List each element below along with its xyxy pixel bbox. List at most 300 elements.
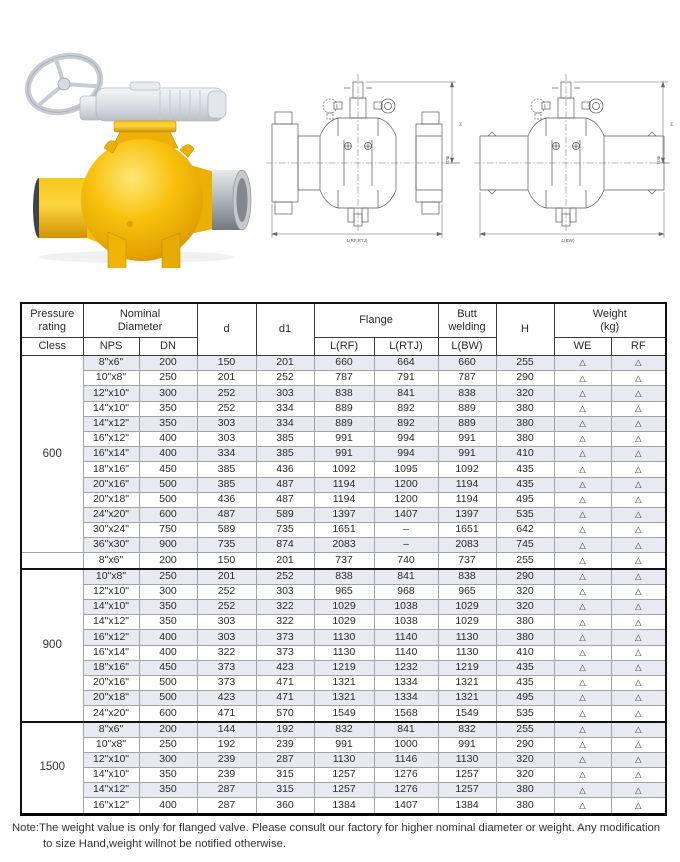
- header-d: d: [197, 303, 256, 356]
- header-d1: d1: [256, 303, 314, 356]
- footnote-line1: Note:The weight value is only for flanged valve. Please consult our factory for higher nominal diameter or weight. Any modification: [12, 822, 661, 834]
- spec-cell: 1092: [314, 462, 374, 477]
- spec-cell: 400: [139, 645, 197, 660]
- spec-cell: 334: [256, 416, 314, 431]
- spec-cell: 385: [256, 431, 314, 446]
- spec-cell: 290: [496, 371, 554, 386]
- weight-symbol-cell: △: [611, 431, 666, 446]
- weight-symbol-cell: △: [554, 507, 611, 522]
- weight-symbol-cell: △: [611, 416, 666, 431]
- header-butt-welding: Butt welding: [438, 303, 496, 338]
- spec-cell: 436: [197, 492, 256, 507]
- spec-cell: 400: [139, 431, 197, 446]
- spec-cell: 255: [496, 553, 554, 569]
- spec-cell: 450: [139, 462, 197, 477]
- spec-cell: 2083: [314, 538, 374, 553]
- spec-cell: 471: [197, 706, 256, 722]
- spec-cell: 380: [496, 615, 554, 630]
- spec-cell: 300: [139, 386, 197, 401]
- weight-symbol-cell: △: [611, 691, 666, 706]
- spec-cell: 1321: [314, 691, 374, 706]
- spec-cell: 450: [139, 660, 197, 675]
- table-row: [21, 401, 666, 416]
- spec-cell: 8"x6": [83, 722, 139, 738]
- weight-symbol-cell: △: [611, 768, 666, 783]
- spec-cell: 1130: [438, 630, 496, 645]
- spec-cell: 250: [139, 737, 197, 752]
- spec-cell: 334: [256, 401, 314, 416]
- spec-cell: 303: [197, 431, 256, 446]
- header-class: Cless: [21, 338, 83, 356]
- weight-symbol-cell: △: [554, 401, 611, 416]
- weight-symbol-cell: △: [611, 630, 666, 645]
- spec-cell: –: [374, 523, 438, 538]
- table-row: [21, 630, 666, 645]
- spec-cell: 200: [139, 356, 197, 371]
- spec-cell: 994: [374, 447, 438, 462]
- spec-cell: 1146: [374, 752, 438, 767]
- weight-symbol-cell: △: [554, 416, 611, 431]
- spec-cell: 350: [139, 401, 197, 416]
- spec-cell: 303: [197, 615, 256, 630]
- spec-cell: 889: [438, 401, 496, 416]
- spec-cell: 991: [314, 737, 374, 752]
- header-h: H: [496, 303, 554, 356]
- spec-cell: 991: [438, 431, 496, 446]
- spec-cell: 303: [197, 630, 256, 645]
- spec-cell: 495: [496, 691, 554, 706]
- spec-cell: 1130: [314, 752, 374, 767]
- valve-body: [33, 139, 251, 261]
- spec-cell: 252: [197, 401, 256, 416]
- spec-cell: 435: [496, 477, 554, 492]
- spec-cell: 832: [314, 722, 374, 738]
- spec-cell: 2083: [438, 538, 496, 553]
- spec-cell: 664: [374, 356, 438, 371]
- spec-cell: 16"x12": [83, 630, 139, 645]
- weight-symbol-cell: △: [611, 462, 666, 477]
- weight-symbol-cell: △: [554, 737, 611, 752]
- spec-cell: 423: [256, 660, 314, 675]
- spec-cell: 965: [438, 584, 496, 599]
- spec-cell: 350: [139, 600, 197, 615]
- footnote-line2: to size Hand,weight willnot be notified otherwise.: [43, 838, 287, 851]
- weight-symbol-cell: △: [554, 447, 611, 462]
- weight-symbol-cell: △: [611, 722, 666, 738]
- pressure-class-label: [21, 553, 83, 569]
- spec-cell: 150: [197, 553, 256, 569]
- spec-cell: 435: [496, 660, 554, 675]
- weight-symbol-cell: △: [554, 783, 611, 798]
- spec-cell: 600: [139, 507, 197, 522]
- spec-cell: 1130: [438, 645, 496, 660]
- weight-symbol-cell: △: [611, 447, 666, 462]
- weight-symbol-cell: △: [611, 752, 666, 767]
- spec-cell: 745: [496, 538, 554, 553]
- spec-cell: 192: [197, 737, 256, 752]
- weight-symbol-cell: △: [611, 492, 666, 507]
- spec-cell: 322: [197, 645, 256, 660]
- weight-symbol-cell: △: [554, 706, 611, 722]
- spec-cell: 841: [374, 569, 438, 585]
- weight-symbol-cell: △: [611, 783, 666, 798]
- spec-cell: 787: [438, 371, 496, 386]
- spec-cell: 1000: [374, 737, 438, 752]
- table-row: [21, 722, 666, 738]
- spec-cell: 838: [314, 569, 374, 585]
- spec-cell: 1334: [374, 675, 438, 690]
- spec-cell: 350: [139, 416, 197, 431]
- header-weight: Weight (kg): [554, 303, 666, 338]
- weight-symbol-cell: △: [611, 615, 666, 630]
- spec-cell: 239: [256, 737, 314, 752]
- spec-cell: 1038: [374, 600, 438, 615]
- table-row: [21, 553, 666, 569]
- spec-cell: 252: [256, 569, 314, 585]
- table-row: [21, 706, 666, 722]
- weight-symbol-cell: △: [611, 538, 666, 553]
- spec-cell: 589: [197, 523, 256, 538]
- spec-cell: 471: [256, 675, 314, 690]
- header-l-rf: L(RF): [314, 338, 374, 356]
- spec-cell: 385: [256, 447, 314, 462]
- spec-cell: 1384: [438, 798, 496, 814]
- welded-valve-drawing: [468, 62, 676, 254]
- spec-cell: 735: [197, 538, 256, 553]
- spec-cell: 838: [438, 569, 496, 585]
- weight-symbol-cell: △: [554, 538, 611, 553]
- weight-symbol-cell: △: [554, 523, 611, 538]
- header-pressure-rating: Pressure rating: [21, 303, 83, 338]
- spec-cell: 1029: [314, 615, 374, 630]
- spec-cell: 410: [496, 645, 554, 660]
- spec-cell: 350: [139, 768, 197, 783]
- spec-cell: 315: [256, 783, 314, 798]
- spec-cell: 320: [496, 768, 554, 783]
- spec-cell: 10"x8": [83, 737, 139, 752]
- spec-cell: 290: [496, 569, 554, 585]
- spec-cell: 487: [197, 507, 256, 522]
- table-row: [21, 416, 666, 431]
- gear-operator: [80, 82, 226, 121]
- spec-cell: 16"x12": [83, 431, 139, 446]
- spec-cell: 570: [256, 706, 314, 722]
- spec-cell: 1219: [314, 660, 374, 675]
- header-l-bw: L(BW): [438, 338, 496, 356]
- spec-cell: 373: [197, 660, 256, 675]
- spec-cell: 36"x30": [83, 538, 139, 553]
- spec-cell: 24"x20": [83, 706, 139, 722]
- spec-cell: 1194: [314, 492, 374, 507]
- spec-cell: 20"x18": [83, 492, 139, 507]
- spec-cell: 1200: [374, 477, 438, 492]
- weight-symbol-cell: △: [611, 386, 666, 401]
- spec-cell: 1257: [438, 768, 496, 783]
- spec-cell: 968: [374, 584, 438, 599]
- spec-cell: 380: [496, 630, 554, 645]
- spec-cell: 303: [256, 386, 314, 401]
- spec-cell: 300: [139, 584, 197, 599]
- spec-cell: 252: [256, 371, 314, 386]
- weight-symbol-cell: △: [611, 675, 666, 690]
- spec-cell: 1276: [374, 768, 438, 783]
- spec-cell: 889: [438, 416, 496, 431]
- weight-symbol-cell: △: [554, 660, 611, 675]
- spec-cell: 737: [314, 553, 374, 569]
- spec-cell: 350: [139, 615, 197, 630]
- spec-cell: 991: [314, 431, 374, 446]
- table-row: [21, 431, 666, 446]
- spec-cell: 1276: [374, 783, 438, 798]
- valve-photo: [12, 26, 260, 268]
- table-row: [21, 523, 666, 538]
- weight-symbol-cell: △: [611, 523, 666, 538]
- spec-cell: 192: [256, 722, 314, 738]
- spec-cell: 303: [256, 584, 314, 599]
- spec-cell: 435: [496, 462, 554, 477]
- spec-cell: 410: [496, 447, 554, 462]
- weight-symbol-cell: △: [554, 371, 611, 386]
- spec-cell: 1194: [314, 477, 374, 492]
- body-plug-icon: [127, 221, 133, 227]
- spec-cell: 255: [496, 722, 554, 738]
- table-row: [21, 356, 666, 371]
- spec-cell: 1334: [374, 691, 438, 706]
- spec-cell: 436: [256, 462, 314, 477]
- spec-cell: 1651: [438, 523, 496, 538]
- spec-cell: –: [374, 538, 438, 553]
- length-dimension-label: L(BW): [561, 238, 575, 243]
- spec-cell: 1321: [314, 675, 374, 690]
- spec-cell: 1257: [438, 783, 496, 798]
- spec-cell: 500: [139, 691, 197, 706]
- spec-cell: 735: [256, 523, 314, 538]
- height-dimension-label: H: [458, 122, 463, 126]
- header-flange: Flange: [314, 303, 438, 338]
- spec-cell: 1095: [374, 462, 438, 477]
- spec-cell: 320: [496, 600, 554, 615]
- spec-cell: 400: [139, 798, 197, 814]
- spec-cell: 500: [139, 492, 197, 507]
- spec-cell: 239: [197, 752, 256, 767]
- spec-cell: 1232: [374, 660, 438, 675]
- spec-cell: 252: [197, 584, 256, 599]
- spec-cell: 841: [374, 386, 438, 401]
- spec-cell: 750: [139, 523, 197, 538]
- spec-cell: 14"x10": [83, 768, 139, 783]
- spec-cell: 471: [256, 691, 314, 706]
- spec-cell: 320: [496, 386, 554, 401]
- table-row: [21, 477, 666, 492]
- spec-cell: 642: [496, 523, 554, 538]
- spec-cell: 322: [256, 600, 314, 615]
- spec-cell: 380: [496, 401, 554, 416]
- weight-symbol-cell: △: [611, 401, 666, 416]
- spec-cell: 1130: [314, 645, 374, 660]
- spec-cell: 201: [256, 356, 314, 371]
- spec-cell: 737: [438, 553, 496, 569]
- spec-cell: 360: [256, 798, 314, 814]
- spec-cell: 322: [256, 615, 314, 630]
- spec-cell: 373: [256, 630, 314, 645]
- weight-symbol-cell: △: [554, 600, 611, 615]
- spec-cell: 14"x12": [83, 416, 139, 431]
- spec-cell: 1029: [314, 600, 374, 615]
- table-row: [21, 538, 666, 553]
- spec-cell: 1130: [314, 630, 374, 645]
- spec-cell: 600: [139, 706, 197, 722]
- spec-cell: 900: [139, 538, 197, 553]
- spec-cell: 12"x10": [83, 584, 139, 599]
- spec-cell: 832: [438, 722, 496, 738]
- spec-cell: 250: [139, 569, 197, 585]
- spec-cell: 535: [496, 706, 554, 722]
- spec-cell: 290: [496, 737, 554, 752]
- spec-cell: 1549: [438, 706, 496, 722]
- header-l-rtj: L(RTJ): [374, 338, 438, 356]
- table-row: [21, 768, 666, 783]
- table-header: [21, 303, 666, 356]
- pressure-class-label: 900: [21, 569, 83, 722]
- spec-cell: 1029: [438, 600, 496, 615]
- header-rf: RF: [611, 338, 666, 356]
- bore-dimension-label: Φd1: [656, 155, 661, 165]
- spec-cell: 334: [197, 447, 256, 462]
- table-row: [21, 798, 666, 814]
- header-nominal-diameter: Nominal Diameter: [83, 303, 197, 338]
- spec-cell: 1200: [374, 492, 438, 507]
- spec-cell: 660: [314, 356, 374, 371]
- table-row: [21, 447, 666, 462]
- spec-cell: 1194: [438, 492, 496, 507]
- weight-symbol-cell: △: [611, 553, 666, 569]
- spec-cell: 841: [374, 722, 438, 738]
- spec-cell: 660: [438, 356, 496, 371]
- spec-cell: 487: [256, 477, 314, 492]
- length-dimension-label: L(RF,RTJ): [346, 238, 368, 243]
- spec-cell: 30"x24": [83, 523, 139, 538]
- spec-cell: 1257: [314, 783, 374, 798]
- spec-cell: 250: [139, 371, 197, 386]
- table-row: [21, 783, 666, 798]
- weight-symbol-cell: △: [554, 431, 611, 446]
- spec-cell: 1568: [374, 706, 438, 722]
- spec-cell: 255: [496, 356, 554, 371]
- spec-cell: 787: [314, 371, 374, 386]
- flanged-valve-drawing: [260, 62, 468, 254]
- spec-cell: 12"x10": [83, 386, 139, 401]
- spec-cell: 1397: [314, 507, 374, 522]
- weight-symbol-cell: △: [554, 752, 611, 767]
- weight-symbol-cell: △: [554, 798, 611, 814]
- spec-cell: 1140: [374, 630, 438, 645]
- spec-cell: 320: [496, 584, 554, 599]
- spec-cell: 791: [374, 371, 438, 386]
- spec-cell: 589: [256, 507, 314, 522]
- weight-symbol-cell: △: [611, 798, 666, 814]
- spec-cell: 373: [256, 645, 314, 660]
- spec-cell: 8"x6": [83, 553, 139, 569]
- technical-drawings: [260, 62, 676, 254]
- spec-cell: 1397: [438, 507, 496, 522]
- spec-cell: 16"x14": [83, 447, 139, 462]
- header-we: WE: [554, 338, 611, 356]
- spec-cell: 287: [197, 783, 256, 798]
- spec-cell: 201: [256, 553, 314, 569]
- bore-dimension-label: Φd1: [445, 155, 450, 165]
- spec-cell: 300: [139, 752, 197, 767]
- spec-cell: 1140: [374, 645, 438, 660]
- table-row: [21, 675, 666, 690]
- valve-dimension-table: [20, 302, 667, 816]
- spec-cell: 1194: [438, 477, 496, 492]
- spec-cell: 303: [197, 416, 256, 431]
- spec-cell: 994: [374, 431, 438, 446]
- spec-cell: 380: [496, 783, 554, 798]
- spec-cell: 740: [374, 553, 438, 569]
- weight-symbol-cell: △: [554, 386, 611, 401]
- pressure-class-label: 1500: [21, 722, 83, 815]
- spec-cell: 10"x8": [83, 569, 139, 585]
- spec-cell: 991: [438, 447, 496, 462]
- spec-cell: 495: [496, 492, 554, 507]
- spec-cell: 144: [197, 722, 256, 738]
- spec-cell: 287: [197, 798, 256, 814]
- spec-cell: 12"x10": [83, 752, 139, 767]
- spec-cell: 889: [314, 401, 374, 416]
- spec-cell: 991: [438, 737, 496, 752]
- spec-cell: 16"x14": [83, 645, 139, 660]
- weight-symbol-cell: △: [611, 600, 666, 615]
- spec-cell: 252: [197, 386, 256, 401]
- spec-cell: 874: [256, 538, 314, 553]
- spec-cell: 889: [314, 416, 374, 431]
- spec-cell: 14"x12": [83, 615, 139, 630]
- spec-cell: 1407: [374, 798, 438, 814]
- spec-cell: 1219: [438, 660, 496, 675]
- spec-cell: 1549: [314, 706, 374, 722]
- spec-cell: 200: [139, 722, 197, 738]
- spec-cell: 1092: [438, 462, 496, 477]
- spec-cell: 287: [256, 752, 314, 767]
- weight-symbol-cell: △: [611, 737, 666, 752]
- spec-cell: 1038: [374, 615, 438, 630]
- spec-cell: 838: [314, 386, 374, 401]
- table-row: [21, 645, 666, 660]
- footnote: [12, 820, 672, 853]
- header-dn: DN: [139, 338, 197, 356]
- weight-symbol-cell: △: [554, 691, 611, 706]
- table-row: [21, 462, 666, 477]
- spec-cell: 315: [256, 768, 314, 783]
- spec-cell: 400: [139, 630, 197, 645]
- table-row: [21, 752, 666, 767]
- spec-cell: 1384: [314, 798, 374, 814]
- spec-cell: 487: [256, 492, 314, 507]
- spec-cell: 423: [197, 691, 256, 706]
- spec-cell: 1321: [438, 675, 496, 690]
- table-row: [21, 371, 666, 386]
- spec-cell: 1029: [438, 615, 496, 630]
- table-row: [21, 660, 666, 675]
- spec-cell: 380: [496, 798, 554, 814]
- spec-cell: 20"x16": [83, 675, 139, 690]
- weight-symbol-cell: △: [554, 630, 611, 645]
- spec-cell: 18"x16": [83, 462, 139, 477]
- spec-cell: 1321: [438, 691, 496, 706]
- weight-symbol-cell: △: [611, 645, 666, 660]
- spec-cell: 350: [139, 783, 197, 798]
